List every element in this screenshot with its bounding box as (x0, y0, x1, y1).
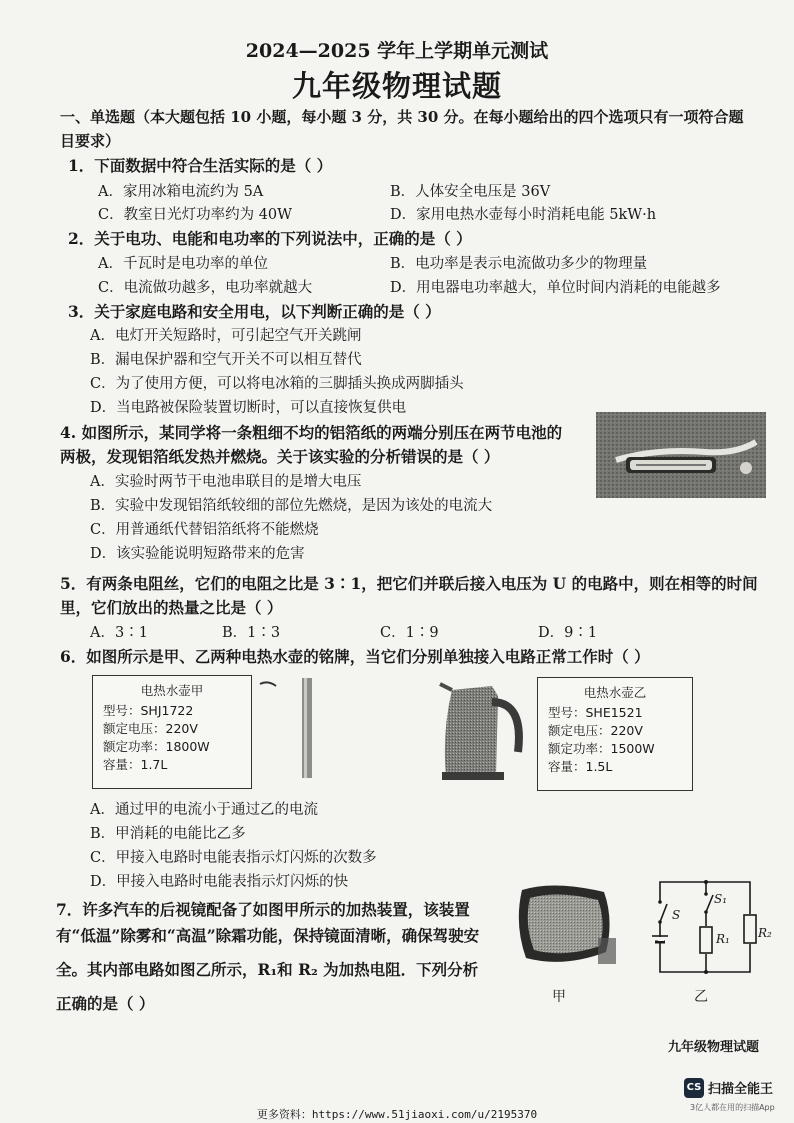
q2-option-d: D．用电器电功率越大，单位时间内消耗的电能越多 (390, 280, 721, 296)
q7-line4: 正确的是（ ） (56, 994, 155, 1013)
q6-option-c: C．甲接入电路时电能表指示灯闪烁的次数多 (90, 850, 377, 866)
q6-option-d: D．甲接入电路时电能表指示灯闪烁的快 (90, 874, 349, 890)
kettle-a-nameplate (92, 675, 252, 789)
q6-stem: 6．如图所示是甲、乙两种电热水壶的铭牌，当它们分别单独接入电路正常工作时（ ） (60, 647, 650, 666)
kettle-a-title: 电热水壶甲 (140, 683, 204, 698)
q7-line1: 7．许多汽车的后视镜配备了如图甲所示的加热装置，该装置 (56, 900, 470, 919)
fig-b-label: 乙 (694, 989, 708, 1005)
kettle-b-title: 电热水壶乙 (583, 685, 647, 700)
scanner-name: 扫描全能王 (708, 1082, 774, 1097)
q3-option-b: B．漏电保护器和空气开关不可以相互替代 (90, 352, 362, 368)
q4-option-d: D．该实验能说明短路带来的危害 (90, 546, 305, 562)
q4-option-c: C．用普通纸代替铝箔纸将不能燃烧 (90, 522, 319, 538)
mirror-photo (514, 880, 618, 972)
kettle-b-voltage: 额定电压：220V (548, 723, 643, 738)
kettle-a-photo (250, 672, 330, 782)
q4-option-a: A．实验时两节干电池串联目的是增大电压 (90, 474, 362, 490)
q5-stem-line1: 5．有两条电阻丝，它们的电阻之比是 3∶1，把它们并联后接入电压为 U 的电路中，则在相等的时间 (60, 574, 758, 593)
q1-option-b: B．人体安全电压是 36V (390, 184, 551, 200)
q1-option-c: C．教室日光灯功率约为 40W (98, 207, 293, 223)
exam-term: 2024—2025 学年上学期单元测试 (245, 40, 549, 62)
q5-option-c: C．1∶9 (380, 625, 439, 641)
q4-stem-line2: 两极，发现铝箔纸发热并燃烧。关于该实验的分析错误的是（ ） (60, 447, 500, 466)
kettle-a-power: 额定功率：1800W (103, 739, 210, 754)
q5-option-b: B．1∶3 (222, 625, 281, 641)
section-heading-cont: 目要求） (60, 132, 121, 150)
q3-option-a: A．电灯开关短路时，可引起空气开关跳闸 (90, 328, 362, 344)
page-label: 九年级物理试题 (668, 1040, 760, 1055)
circuit-label-r2: R₂ (758, 926, 772, 940)
scanner-slogan: 3亿人都在用的扫描App (690, 1103, 775, 1112)
q3-option-d: D．当电路被保险装置切断时，可以直接恢复供电 (90, 400, 407, 416)
q7-line2: 有“低温”除雾和“高温”除霜功能，保持镜面清晰，确保驾驶安 (56, 926, 480, 945)
fig-a-label: 甲 (552, 989, 566, 1005)
section-heading: 一、单选题（本大题包括 10 小题，每小题 3 分，共 30 分。在每小题给出的四个选项只有一项符合题 (60, 108, 744, 126)
circuit-diagram (640, 872, 770, 982)
q4-stem-line1: 4. 如图所示，某同学将一条粗细不均的铝箔纸的两端分别压在两节电池的 (60, 423, 563, 442)
q3-stem: 3．关于家庭电路和安全用电，以下判断正确的是（ ） (68, 302, 441, 321)
q5-option-d: D．9∶1 (538, 625, 598, 641)
foil-battery-photo (596, 412, 766, 498)
kettle-b-nameplate (537, 677, 693, 791)
q2-option-b: B．电功率是表示电流做功多少的物理量 (390, 256, 648, 272)
q5-stem-line2: 里，它们放出的热量之比是（ ） (60, 598, 283, 617)
q4-option-b: B．实验中发现铝箔纸较细的部位先燃烧，是因为该处的电流大 (90, 498, 493, 514)
scanner-logo: CS (684, 1078, 704, 1098)
kettle-b-power: 额定功率：1500W (548, 741, 655, 756)
circuit-label-s: S (672, 908, 681, 922)
kettle-a-voltage: 额定电压：220V (103, 721, 198, 736)
q5-option-a: A．3∶1 (90, 625, 148, 641)
kettle-a-capacity: 容量：1.7L (103, 757, 168, 772)
kettle-b-capacity: 容量：1.5L (548, 759, 613, 774)
q1-option-a: A．家用冰箱电流约为 5A (98, 184, 264, 200)
q6-option-a: A．通过甲的电流小于通过乙的电流 (90, 802, 318, 818)
kettle-b-model: 型号：SHE1521 (548, 705, 643, 720)
kettle-b-photo (432, 672, 532, 784)
q1-stem: 1．下面数据中符合生活实际的是（ ） (68, 156, 333, 175)
q2-option-a: A．千瓦时是电功率的单位 (98, 256, 268, 272)
resources-link[interactable]: 更多资料：https://www.51jiaoxi.com/u/2195370 (256, 1108, 538, 1121)
q3-option-c: C．为了使用方便，可以将电冰箱的三脚插头换成两脚插头 (90, 376, 464, 392)
circuit-label-s1: S₁ (714, 892, 728, 906)
q2-option-c: C．电流做功越多，电功率就越大 (98, 280, 313, 296)
q7-line3: 全。其内部电路如图乙所示，R₁和 R₂ 为加热电阻．下列分析 (56, 960, 479, 979)
q1-option-d: D．家用电热水壶每小时消耗电能 5kW·h (390, 207, 657, 223)
circuit-label-r1: R₁ (716, 932, 730, 946)
kettle-a-model: 型号：SHJ1722 (103, 703, 194, 718)
q6-option-b: B．甲消耗的电能比乙多 (90, 826, 246, 842)
exam-title: 九年级物理试题 (291, 69, 502, 103)
q2-stem: 2．关于电功、电能和电功率的下列说法中，正确的是（ ） (68, 229, 472, 248)
